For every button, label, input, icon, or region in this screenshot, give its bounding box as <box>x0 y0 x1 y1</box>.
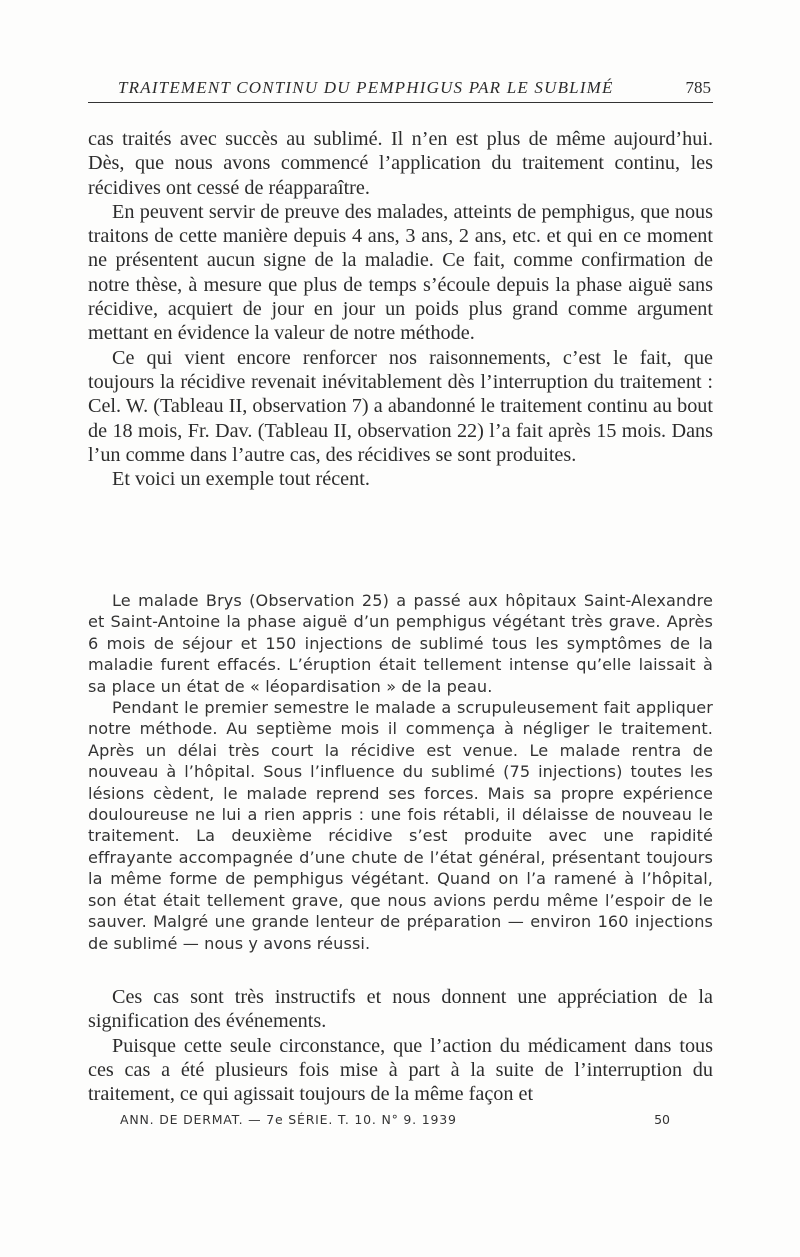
paragraph: Puisque cette seule circonstance, que l’action du médicament dans tous ces cas a été plusieurs fois mise à part à la suite de l’interruption du traitement, ce qui agissait toujours de la même façon et <box>88 1034 713 1106</box>
journal-reference: ANN. DE DERMAT. — 7e SÉRIE. T. 10. N° 9. 1939 <box>120 1112 457 1127</box>
paragraph: Et voici un exemple tout récent. <box>112 468 370 491</box>
observation-paragraph: Pendant le premier semestre le malade a scrupuleusement fait appliquer notre méthode. Au septième mois il commença à négliger le traitement. Après un délai très court la récidive est venue. Le malade rentra de nouveau à l’hôpital. Sous l’influence du sublimé (75 injections) toutes les lésions cèdent, le malade reprend ses forces. Mais sa propre expérience douloureuse ne lui a rien appris : une fois rétabli, il délaisse de nouveau le traitement. La deuxième récidive s’est produite avec une rapidité effrayante accompagnée d’une chute de l’état général, présentant toujours la même forme de pemphigus végétant. Quand on l’a ramené à l’hôpital, son état était tellement grave, que nous avions perdu même l’espoir de le sauver. Malgré une grande lenteur de préparation — environ 160 injections de sublimé — nous y avons réussi. <box>88 698 713 953</box>
case-observation <box>88 590 713 954</box>
page-footer <box>120 1112 690 1130</box>
paragraph: Ce qui vient encore renforcer nos raisonnements, c’est le fait, que toujours la récidive revenait inévitablement dès l’interruption du traitement : Cel. W. (Tableau II, observation 7) a abandonné le traitement continu au bout de 18 mois, Fr. Dav. (Tableau II, observation 22) l’a fait après 15 mois. Dans l’un comme dans l’autre cas, des récidives se sont produites. <box>88 346 713 466</box>
paragraph: cas traités avec succès au sublimé. Il n’en est plus de même aujourd’hui. Dès, que nous avons commencé l’application du traitement continu, les récidives ont cessé de réapparaître. <box>88 128 713 199</box>
paragraph: En peuvent servir de preuve des malades, atteints de pemphigus, que nous traitons de cette manière depuis 4 ans, 3 ans, 2 ans, etc. et qui en ce moment ne présentent aucun signe de la maladie. Ce fait, comme confirmation de notre thèse, à mesure que plus de temps s’écoule depuis la phase aiguë sans récidive, acquiert de jour en jour un poids plus grand comme argument mettant en évidence la valeur de notre méthode. <box>88 200 713 345</box>
closing-text <box>88 985 713 1106</box>
page-number: 785 <box>685 78 711 97</box>
paragraph: Ces cas sont très instructifs et nous donnent une appréciation de la signification des événements. <box>88 986 713 1033</box>
running-title: TRAITEMENT CONTINU DU PEMPHIGUS PAR LE SUBLIMÉ <box>118 78 614 97</box>
observation-paragraph: Le malade Brys (Observation 25) a passé aux hôpitaux Saint-Alexandre et Saint-Antoine la phase aiguë d’un pemphigus végétant très grave. Après 6 mois de séjour et 150 injections de sublimé tous les symptômes de la maladie furent effacés. L’éruption était tellement intense qu’elle laissait à sa place un état de « léopardisation » de la peau. <box>88 591 713 696</box>
sheet-number: 50 <box>654 1112 670 1127</box>
main-text <box>88 127 713 491</box>
running-header <box>88 76 713 103</box>
